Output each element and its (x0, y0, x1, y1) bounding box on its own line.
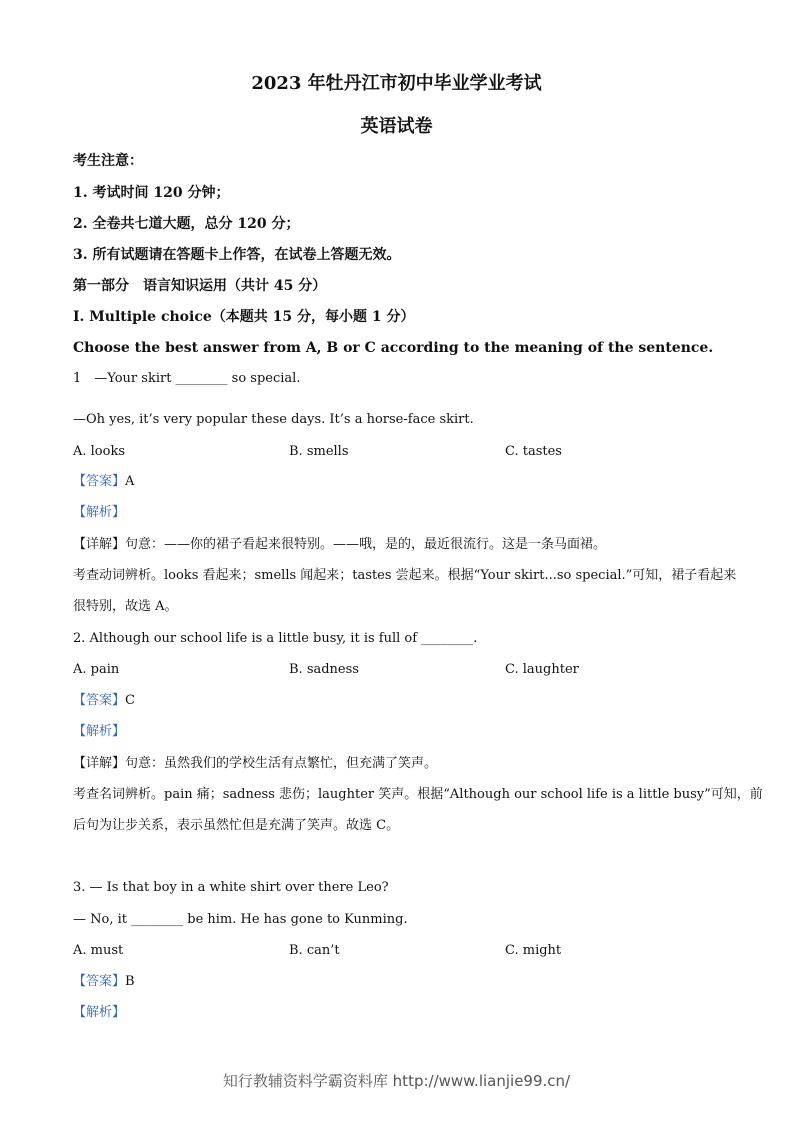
section-title: Ⅰ. Multiple choice（本题共 15 分，每小题 1 分） (73, 309, 415, 325)
option-a: A. pain (73, 662, 120, 677)
question-stem: 1 —Your skirt ________ so special. (73, 371, 301, 386)
note-item: 1. 考试时间 120 分钟； (73, 185, 230, 201)
exam-title: 2023 年牡丹江市初中毕业学业考试 (251, 73, 542, 94)
option-a: A. must (73, 943, 124, 958)
answer-value: B (125, 974, 135, 989)
option-c: C. might (505, 943, 562, 958)
notes-heading: 考生注意： (73, 153, 143, 169)
footer-watermark: 知行教辅资料学霸资料库 http://www.lianjie99.cn/ (222, 1072, 571, 1090)
option-b: B. smells (289, 444, 349, 459)
option-c: C. laughter (505, 662, 579, 677)
section-instruction: Choose the best answer from A, B or C according to the meaning of the sentence. (73, 340, 714, 356)
exam-subtitle: 英语试卷 (360, 116, 433, 137)
question-stem: 3. — Is that boy in a white shirt over there Leo? (73, 880, 389, 895)
question-stem: 2. Although our school life is a little busy, it is full of ________. (73, 631, 478, 646)
analysis-tag: 【解析】 (73, 505, 126, 520)
analysis-tag: 【解析】 (73, 1005, 126, 1020)
note-item: 3. 所有试题请在答题卡上作答，在试卷上答题无效。 (73, 247, 401, 263)
detail-line: 考查名词辨析。pain 痛；sadness 悲伤；laughter 笑声。根据“Although our school life is a little busy”可知，前 (73, 787, 763, 802)
analysis-tag: 【解析】 (73, 724, 126, 739)
answer-value: C (125, 693, 135, 708)
answer-tag: 【答案】 (73, 974, 126, 989)
answer-tag: 【答案】 (73, 474, 126, 489)
detail-line: 很特别，故选 A。 (73, 599, 178, 614)
question-reply: — No, it ________ be him. He has gone to Kunming. (73, 912, 408, 927)
part-title: 第一部分 语言知识运用（共计 45 分） (73, 278, 327, 294)
option-c: C. tastes (505, 444, 562, 459)
answer-line (73, 973, 135, 991)
note-item: 2. 全卷共七道大题，总分 120 分； (73, 216, 300, 232)
detail-line: 【详解】句意：虽然我们的学校生活有点繁忙，但充满了笑声。 (73, 756, 438, 771)
detail-line: 后句为让步关系，表示虽然忙但是充满了笑声。故选 C。 (73, 818, 400, 833)
option-b: B. sadness (289, 662, 359, 677)
option-a: A. looks (73, 444, 126, 459)
question-reply: —Oh yes, it’s very popular these days. It’s a horse-face skirt. (73, 412, 474, 427)
answer-line (73, 473, 134, 491)
answer-value: A (125, 474, 135, 489)
answer-tag: 【答案】 (73, 693, 126, 708)
detail-line: 【详解】句意：——你的裙子看起来很特别。——哦，是的，最近很流行。这是一条马面裙。 (73, 537, 607, 552)
option-b: B. can’t (289, 943, 340, 958)
answer-line (73, 692, 135, 710)
detail-line: 考查动词辨析。looks 看起来；smells 闻起来；tastes 尝起来。根据“Your skirt...so special.”可知，裙子看起来 (73, 568, 737, 583)
